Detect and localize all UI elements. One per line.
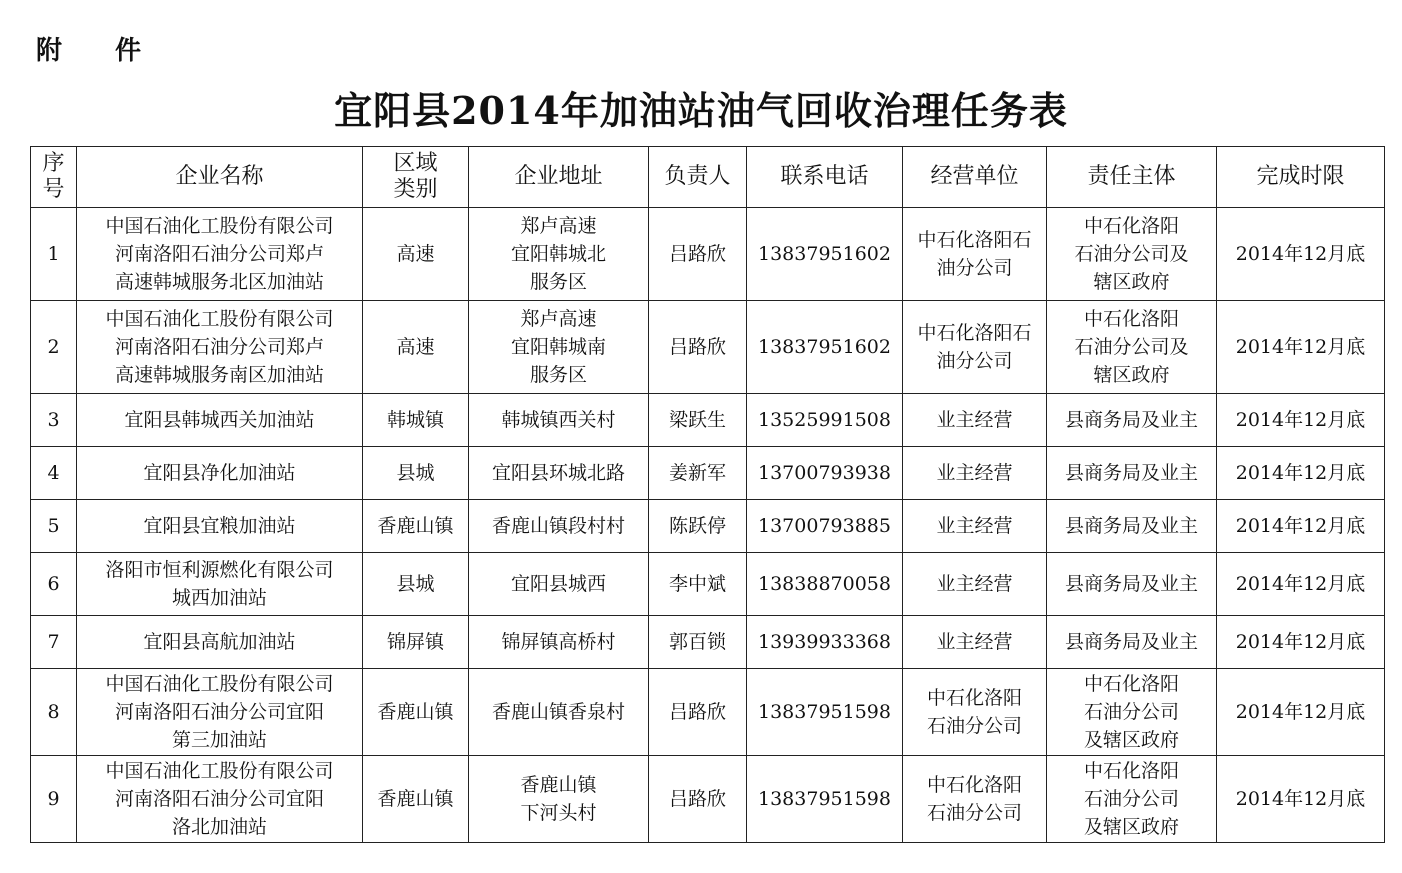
cell-seq: 2 <box>31 301 77 394</box>
cell-name: 宜阳县高航加油站 <box>77 616 363 669</box>
cell-responsible: 中石化洛阳 石油分公司 及辖区政府 <box>1047 669 1217 756</box>
cell-phone: 13837951598 <box>747 756 903 843</box>
cell-phone: 13837951598 <box>747 669 903 756</box>
header-zone: 区域 类别 <box>363 147 469 208</box>
cell-seq: 4 <box>31 447 77 500</box>
table-row <box>31 616 1385 669</box>
table-row <box>31 756 1385 843</box>
document-title: 宜阳县2014年加油站油气回收治理任务表 <box>334 88 1068 133</box>
cell-zone: 县城 <box>363 447 469 500</box>
header-operator: 经营单位 <box>903 147 1047 208</box>
table-row <box>31 208 1385 301</box>
cell-deadline: 2014年12月底 <box>1217 301 1385 394</box>
cell-person: 李中斌 <box>649 553 747 616</box>
cell-phone: 13700793885 <box>747 500 903 553</box>
cell-name: 洛阳市恒利源燃化有限公司 城西加油站 <box>77 553 363 616</box>
table-row <box>31 394 1385 447</box>
cell-person: 郭百锁 <box>649 616 747 669</box>
cell-address: 韩城镇西关村 <box>469 394 649 447</box>
cell-responsible: 县商务局及业主 <box>1047 447 1217 500</box>
cell-address: 宜阳县环城北路 <box>469 447 649 500</box>
cell-address: 郑卢高速 宜阳韩城南 服务区 <box>469 301 649 394</box>
cell-seq: 9 <box>31 756 77 843</box>
cell-operator: 业主经营 <box>903 616 1047 669</box>
cell-name: 中国石油化工股份有限公司 河南洛阳石油分公司郑卢 高速韩城服务北区加油站 <box>77 208 363 301</box>
cell-person: 吕路欣 <box>649 208 747 301</box>
cell-name: 宜阳县韩城西关加油站 <box>77 394 363 447</box>
cell-operator: 中石化洛阳 石油分公司 <box>903 756 1047 843</box>
header-name: 企业名称 <box>77 147 363 208</box>
cell-responsible: 中石化洛阳 石油分公司 及辖区政府 <box>1047 756 1217 843</box>
task-table <box>30 146 1385 843</box>
cell-deadline: 2014年12月底 <box>1217 394 1385 447</box>
cell-address: 香鹿山镇 下河头村 <box>469 756 649 843</box>
cell-person: 陈跃停 <box>649 500 747 553</box>
header-deadline: 完成时限 <box>1217 147 1385 208</box>
cell-person: 吕路欣 <box>649 669 747 756</box>
cell-seq: 1 <box>31 208 77 301</box>
cell-person: 吕路欣 <box>649 301 747 394</box>
cell-phone: 13837951602 <box>747 208 903 301</box>
header-phone: 联系电话 <box>747 147 903 208</box>
cell-deadline: 2014年12月底 <box>1217 553 1385 616</box>
cell-deadline: 2014年12月底 <box>1217 447 1385 500</box>
cell-operator: 中石化洛阳 石油分公司 <box>903 669 1047 756</box>
cell-operator: 中石化洛阳石 油分公司 <box>903 301 1047 394</box>
header-responsible: 责任主体 <box>1047 147 1217 208</box>
cell-seq: 5 <box>31 500 77 553</box>
cell-operator: 业主经营 <box>903 500 1047 553</box>
cell-deadline: 2014年12月底 <box>1217 756 1385 843</box>
table-row <box>31 500 1385 553</box>
cell-seq: 8 <box>31 669 77 756</box>
cell-operator: 中石化洛阳石 油分公司 <box>903 208 1047 301</box>
cell-responsible: 县商务局及业主 <box>1047 500 1217 553</box>
cell-phone: 13525991508 <box>747 394 903 447</box>
header-person: 负责人 <box>649 147 747 208</box>
cell-operator: 业主经营 <box>903 553 1047 616</box>
table-row <box>31 447 1385 500</box>
cell-operator: 业主经营 <box>903 447 1047 500</box>
header-address: 企业地址 <box>469 147 649 208</box>
cell-zone: 韩城镇 <box>363 394 469 447</box>
cell-deadline: 2014年12月底 <box>1217 616 1385 669</box>
cell-address: 郑卢高速 宜阳韩城北 服务区 <box>469 208 649 301</box>
cell-responsible: 县商务局及业主 <box>1047 553 1217 616</box>
cell-person: 梁跃生 <box>649 394 747 447</box>
cell-phone: 13838870058 <box>747 553 903 616</box>
cell-seq: 3 <box>31 394 77 447</box>
cell-deadline: 2014年12月底 <box>1217 208 1385 301</box>
cell-operator: 业主经营 <box>903 394 1047 447</box>
cell-seq: 7 <box>31 616 77 669</box>
cell-phone: 13700793938 <box>747 447 903 500</box>
cell-address: 香鹿山镇香泉村 <box>469 669 649 756</box>
cell-address: 香鹿山镇段村村 <box>469 500 649 553</box>
cell-address: 宜阳县城西 <box>469 553 649 616</box>
cell-zone: 香鹿山镇 <box>363 756 469 843</box>
cell-zone: 高速 <box>363 301 469 394</box>
cell-name: 宜阳县宜粮加油站 <box>77 500 363 553</box>
header-seq: 序 号 <box>31 147 77 208</box>
cell-responsible: 中石化洛阳 石油分公司及 辖区政府 <box>1047 208 1217 301</box>
cell-zone: 香鹿山镇 <box>363 500 469 553</box>
cell-phone: 13939933368 <box>747 616 903 669</box>
cell-name: 中国石油化工股份有限公司 河南洛阳石油分公司郑卢 高速韩城服务南区加油站 <box>77 301 363 394</box>
cell-deadline: 2014年12月底 <box>1217 500 1385 553</box>
cell-phone: 13837951602 <box>747 301 903 394</box>
cell-zone: 锦屏镇 <box>363 616 469 669</box>
cell-address: 锦屏镇高桥村 <box>469 616 649 669</box>
table-header-row <box>31 147 1385 208</box>
cell-name: 中国石油化工股份有限公司 河南洛阳石油分公司宜阳 洛北加油站 <box>77 756 363 843</box>
cell-responsible: 县商务局及业主 <box>1047 616 1217 669</box>
cell-responsible: 县商务局及业主 <box>1047 394 1217 447</box>
cell-zone: 高速 <box>363 208 469 301</box>
cell-name: 中国石油化工股份有限公司 河南洛阳石油分公司宜阳 第三加油站 <box>77 669 363 756</box>
cell-zone: 香鹿山镇 <box>363 669 469 756</box>
table-row <box>31 301 1385 394</box>
attachment-label: 附 件 <box>36 36 164 66</box>
cell-person: 姜新军 <box>649 447 747 500</box>
cell-responsible: 中石化洛阳 石油分公司及 辖区政府 <box>1047 301 1217 394</box>
cell-zone: 县城 <box>363 553 469 616</box>
table-row <box>31 669 1385 756</box>
cell-name: 宜阳县净化加油站 <box>77 447 363 500</box>
table-row <box>31 553 1385 616</box>
cell-person: 吕路欣 <box>649 756 747 843</box>
cell-deadline: 2014年12月底 <box>1217 669 1385 756</box>
cell-seq: 6 <box>31 553 77 616</box>
